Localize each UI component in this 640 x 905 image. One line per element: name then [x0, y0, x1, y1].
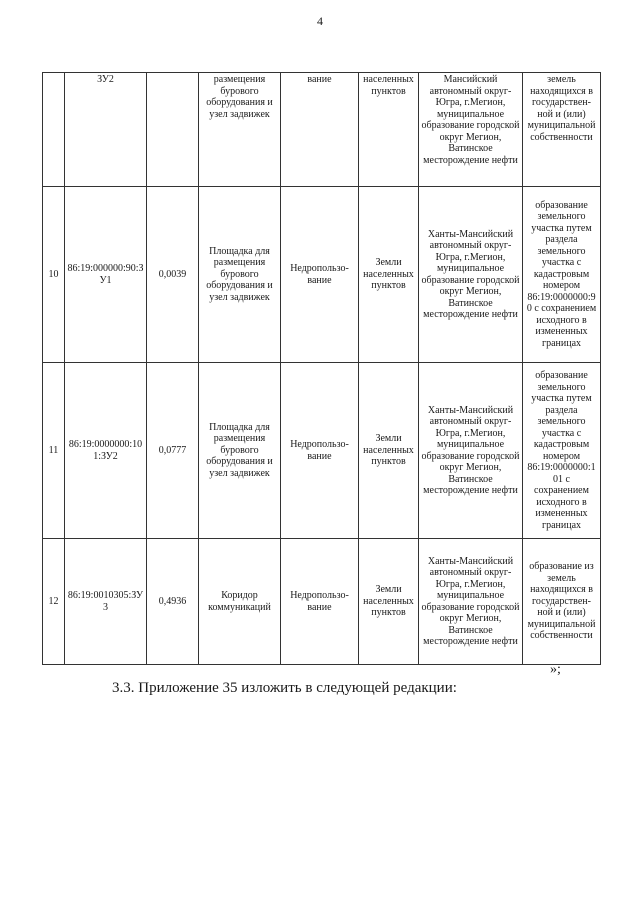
plot-area: [147, 73, 199, 187]
permitted-purpose: Коридор коммуникаций: [199, 539, 281, 665]
plot-location: Ханты-Мансийский автономный округ-Югра, г.Мегион, муниципальное образование городской округ Мегион, Ватинское месторождение нефти: [419, 363, 523, 539]
land-category: населенных пунктов: [359, 73, 419, 187]
plot-area: 0,4936: [147, 539, 199, 665]
section-heading: 3.3. Приложение 35 изложить в следующей редакции:: [112, 680, 457, 696]
formation-method: образование земельного участка путем раздела земельного участка с кадастровым номером 86:19:0000000:90 с сохранением исходного в измененных границах: [523, 187, 601, 363]
page-number: 4: [317, 14, 323, 28]
permitted-purpose: размещения бурового оборудования и узел задвижек: [199, 73, 281, 187]
permitted-use: Недропользо-вание: [281, 539, 359, 665]
cadastral-number: 86:19:000000:90:ЗУ1: [65, 187, 147, 363]
formation-method: земель находящихся в государствен-ной и (или) муниципальной собственности: [523, 73, 601, 187]
permitted-use: Недропользо-вание: [281, 363, 359, 539]
permitted-use: Недропользо-вание: [281, 187, 359, 363]
plot-area: 0,0039: [147, 187, 199, 363]
plot-area: 0,0777: [147, 363, 199, 539]
land-category: Земли населенных пунктов: [359, 539, 419, 665]
cadastral-number: 86:19:0010305:ЗУ3: [65, 539, 147, 665]
cadastral-number: 86:19:0000000:101:ЗУ2: [65, 363, 147, 539]
permitted-purpose: Площадка для размещения бурового оборудования и узел задвижек: [199, 363, 281, 539]
formation-method: образование земельного участка путем раздела земельного участка с кадастровым номером 86:19:0000000:101 с сохранением исходного в измененных границах: [523, 363, 601, 539]
table-row: [43, 539, 601, 665]
land-category: Земли населенных пунктов: [359, 187, 419, 363]
closing-quote-mark: »;: [550, 662, 561, 677]
row-number: 12: [43, 539, 65, 665]
formation-method: образование из земель находящихся в государствен-ной и (или) муниципальной собственности: [523, 539, 601, 665]
row-number: [43, 73, 65, 187]
land-category: Земли населенных пунктов: [359, 363, 419, 539]
plot-location: Ханты-Мансийский автономный округ-Югра, г.Мегион, муниципальное образование городской округ Мегион, Ватинское месторождение нефти: [419, 539, 523, 665]
row-number: 11: [43, 363, 65, 539]
permitted-use: вание: [281, 73, 359, 187]
land-plots-table: [42, 72, 601, 665]
table-row: [43, 73, 601, 187]
table-row: [43, 363, 601, 539]
row-number: 10: [43, 187, 65, 363]
cadastral-number: ЗУ2: [65, 73, 147, 187]
table-row: [43, 187, 601, 363]
plot-location: Ханты-Мансийский автономный округ-Югра, г.Мегион, муниципальное образование городской округ Мегион, Ватинское месторождение нефти: [419, 187, 523, 363]
plot-location: Мансийский автономный округ-Югра, г.Мегион, муниципальное образование городской округ Мегион, Ватинское месторождение нефти: [419, 73, 523, 187]
permitted-purpose: Площадка для размещения бурового оборудования и узел задвижек: [199, 187, 281, 363]
